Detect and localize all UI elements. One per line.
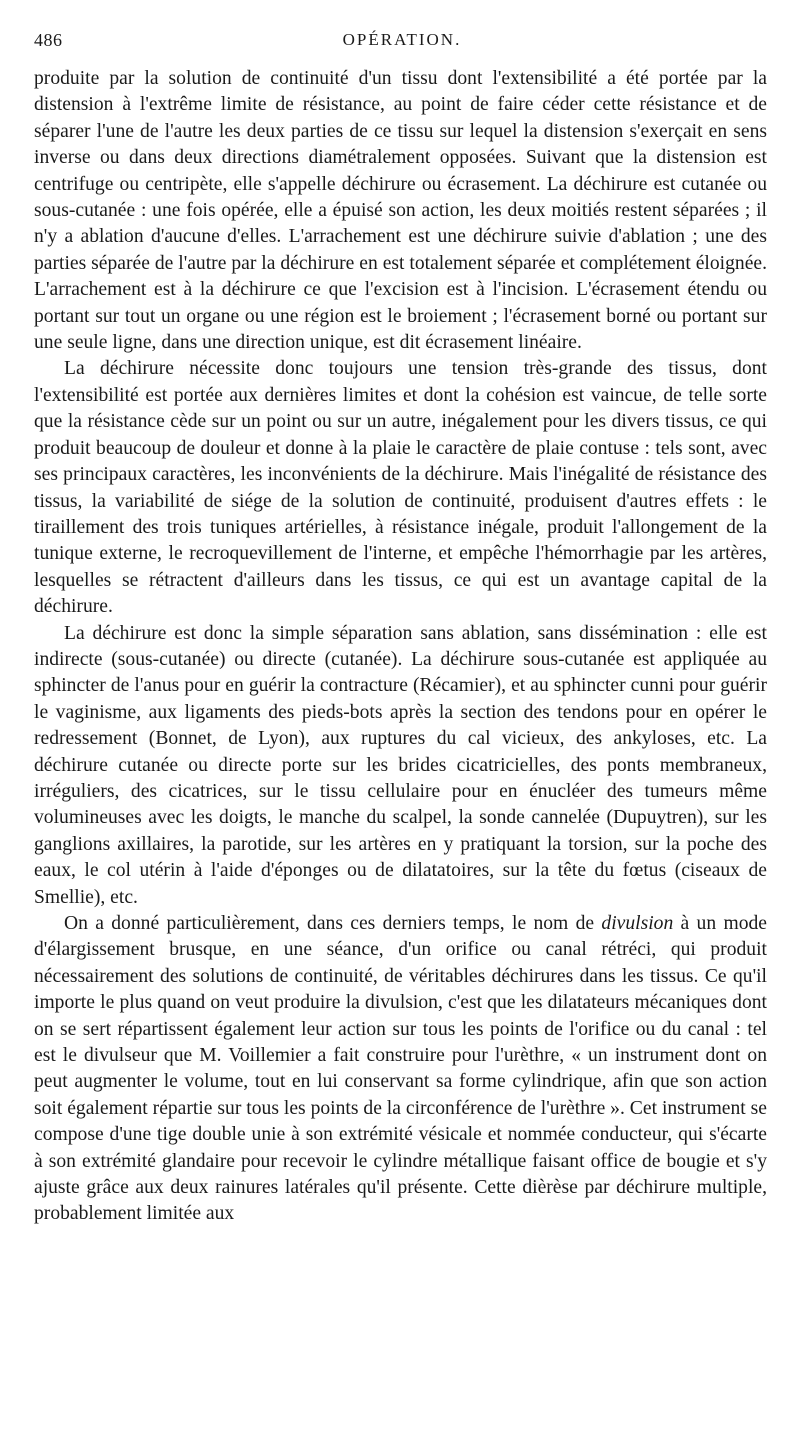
paragraph-4 [34, 911, 767, 1228]
paragraph-3: La déchirure est donc la simple séparation sans ablation, sans dissémination : elle est indirecte (sous-cutanée) ou directe (cutanée). La déchirure sous-cutanée est appliquée au sphincter de l'anus pour en guérir la contracture (Récamier), et au sphincter cunni pour guérir le vaginisme, aux ligaments des pieds-bots après la section des tendons pour en opérer le redressement (Bonnet, de Lyon), aux ruptures du cal vicieux, des ankyloses, etc. La déchirure cutanée ou directe porte sur les brides cicatricielles, des ponts membraneux, irréguliers, des cicatrices, sur le tissu cellulaire pour en énucléer des tumeurs même volumineuses avec les doigts, le manche du scalpel, la sonde cannelée (Dupuytren), sur les ganglions axillaires, la parotide, sur les artères en y pratiquant la torsion, sur la poche des eaux, le col utérin à l'aide d'éponges ou de dilatatoires, sur la tête du fœtus (ciseaux de Smellie), etc. [34, 622, 767, 908]
paragraph-1: produite par la solution de continuité d'un tissu dont l'extensibilité a été portée par la distension à l'extrême limite de résistance, au point de faire céder cette résistance et de séparer l'une de l'autre les deux parties de ce tissu sur lequel la distension s'exerçait en sens inverse ou dans deux directions diamétralement opposées. Suivant que la distension est centrifuge ou centripète, elle s'appelle déchirure ou écrasement. La déchirure est cutanée ou sous-cutanée : une fois opérée, elle a épuisé son action, les deux moitiés restent séparées ; il n'y a ablation d'aucune d'elles. L'arrachement est une déchirure suivie d'ablation ; une des parties séparée de l'autre par la déchirure en est totalement séparée et complétement éloignée. L'arrachement est à la déchirure ce que l'excision est à l'incision. L'écrasement étendu ou portant sur tout un organe ou une région est le broiement ; l'écrasement borné ou portant sur une seule ligne, dans une direction unique, est dit écrasement linéaire. [34, 68, 767, 354]
paragraph-4-text-before: On a donné particulièrement, dans ces derniers temps, le nom de [64, 913, 602, 934]
paragraph-4-text-after: à un mode d'élargissement brusque, en une séance, d'un orifice ou canal rétréci, qui produit nécessairement des solutions de continuité, de véritables déchirures dans les tissus. Ce qu'il importe le plus quand on veut produire la divulsion, c'est que les dilatateurs mécaniques dont on se sert répartissent également leur action sur tous les points de l'orifice ou du canal : tel est le divulseur que M. Voillemier a fait construire pour l'urèthre, « un instrument dont on peut augmenter le volume, tout en lui conservant sa forme cylindrique, afin que son action soit également répartie sur tous les points de la circonférence de l'urèthre ». Cet instrument se compose d'une tige double unie à son extrémité vésicale et nommée conducteur, qui s'écarte à son extrémité glandaire pour recevoir le cylindre métallique faisant office de bougie et s'y ajuste grâce aux deux rainures latérales qu'il présente. Cette dièrèse par déchirure multiple, probablement limitée aux [34, 913, 767, 1225]
paragraph-2: La déchirure nécessite donc toujours une tension très-grande des tissus, dont l'extensibilité est portée aux dernières limites et dont la cohésion est vaincue, de telle sorte que la résistance cède sur un point ou sur un autre, inégalement pour les divers tissus, ce qui produit beaucoup de douleur et donne à la plaie le caractère de plaie contuse : tels sont, avec ses principaux caractères, les inconvénients de la déchirure. Mais l'inégalité de résistance des tissus, la variabilité de siége de la solution de continuité, produisent d'autres effets : le tiraillement des trois tuniques artérielles, à résistance inégale, produit l'allongement de la tunique externe, le recroquevillement de l'interne, et empêche l'hémorrhagie par les artères, lesquelles se rétractent d'ailleurs dans les tissus, ce qui est un avantage capital de la déchirure. [34, 358, 767, 618]
paragraph-4-italic-term: divulsion [601, 913, 674, 934]
running-title: OPÉRATION. [342, 30, 462, 49]
page-header [34, 30, 770, 56]
body-text [34, 66, 767, 1228]
page-number: 486 [34, 30, 63, 50]
